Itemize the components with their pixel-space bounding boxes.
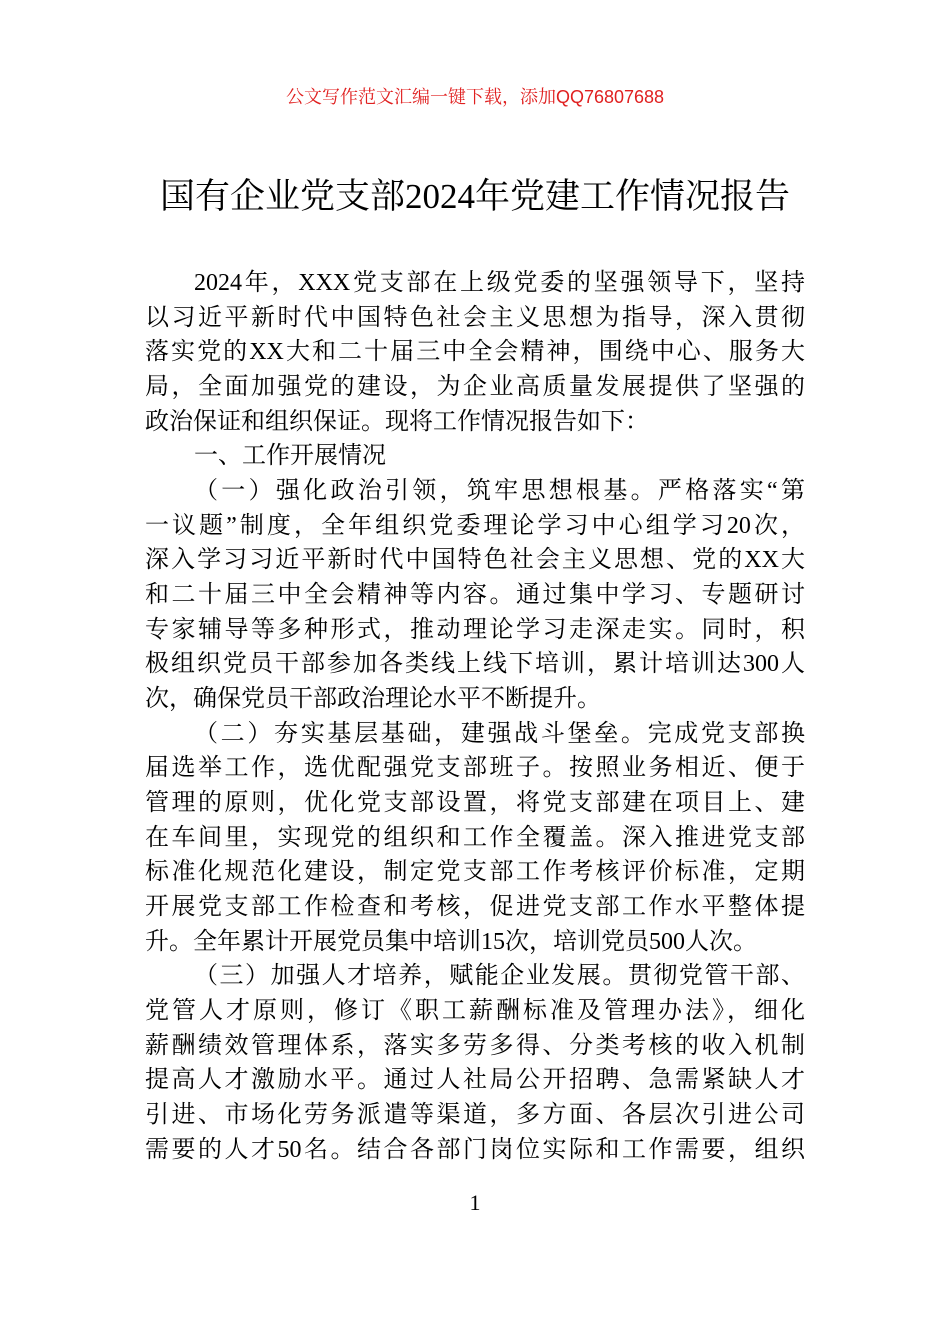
text-line: 以习近平新时代中国特色社会主义思想为指导，深入贯彻 <box>145 304 805 331</box>
text-line: 管理的原则，优化党支部设置，将党支部建在项目上、建 <box>145 790 805 817</box>
text-line: 局，全面加强党的建设，为企业高质量发展提供了坚强的 <box>145 374 805 401</box>
paragraph <box>145 439 805 474</box>
text-line: 2024年，XXX党支部在上级党委的坚强领导下，坚持 <box>194 270 805 296</box>
text-line: 深入学习习近平新时代中国特色社会主义思想、党的XX大 <box>145 547 805 574</box>
watermark-header: 公文写作范文汇编一键下载，添加QQ76807688 <box>285 87 665 107</box>
text-line: 薪酬绩效管理体系，落实多劳多得、分类考核的收入机制 <box>145 1032 805 1059</box>
text-line: 届选举工作，选优配强党支部班子。按照业务相近、便于 <box>145 755 805 782</box>
text-line: （二）夯实基层基础，建强战斗堡垒。完成党支部换 <box>194 720 805 747</box>
document-title: 国有企业党支部2024年党建工作情况报告 <box>159 177 790 216</box>
text-line: 党管人才原则，修订《职工薪酬标准及管理办法》，细化 <box>145 998 805 1025</box>
paragraph <box>145 474 805 717</box>
text-line: 开展党支部工作检查和考核，促进党支部工作水平整体提 <box>145 894 805 921</box>
text-line: 政治保证和组织保证。现将工作情况报告如下： <box>145 408 649 435</box>
document-body <box>145 266 805 1167</box>
paragraph <box>145 717 805 960</box>
text-line: 引进、市场化劳务派遣等渠道，多方面、各层次引进公司 <box>145 1102 805 1129</box>
text-line: 极组织党员干部参加各类线上线下培训，累计培训达300人 <box>145 651 805 678</box>
text-line: 一议题”制度，全年组织党委理论学习中心组学习20次， <box>145 512 805 539</box>
text-line: 落实党的XX大和二十届三中全会精神，围绕中心、服务大 <box>145 339 805 366</box>
text-line: （三）加强人才培养，赋能企业发展。贯彻党管干部、 <box>194 963 805 990</box>
paragraph <box>145 266 805 439</box>
text-line: 标准化规范化建设，制定党支部工作考核评价标准，定期 <box>145 859 805 886</box>
text-line: 需要的人才50名。结合各部门岗位实际和工作需要，组织 <box>145 1136 805 1163</box>
text-line: 和二十届三中全会精神等内容。通过集中学习、专题研讨 <box>145 582 805 609</box>
text-line: 升。全年累计开展党员集中培训15次，培训党员500人次。 <box>145 928 757 955</box>
text-line: 提高人才激励水平。通过人社局公开招聘、急需紧缺人才 <box>145 1067 805 1094</box>
text-line: 一、工作开展情况 <box>194 443 386 470</box>
text-line: 在车间里，实现党的组织和工作全覆盖。深入推进党支部 <box>145 824 805 851</box>
paragraph <box>145 959 805 1167</box>
page-number: 1 <box>469 1190 481 1215</box>
text-line: 次，确保党员干部政治理论水平不断提升。 <box>145 686 601 713</box>
text-line: 专家辅导等多种形式，推动理论学习走深走实。同时，积 <box>145 616 805 643</box>
text-line: （一）强化政治引领，筑牢思想根基。严格落实“第 <box>194 478 805 505</box>
